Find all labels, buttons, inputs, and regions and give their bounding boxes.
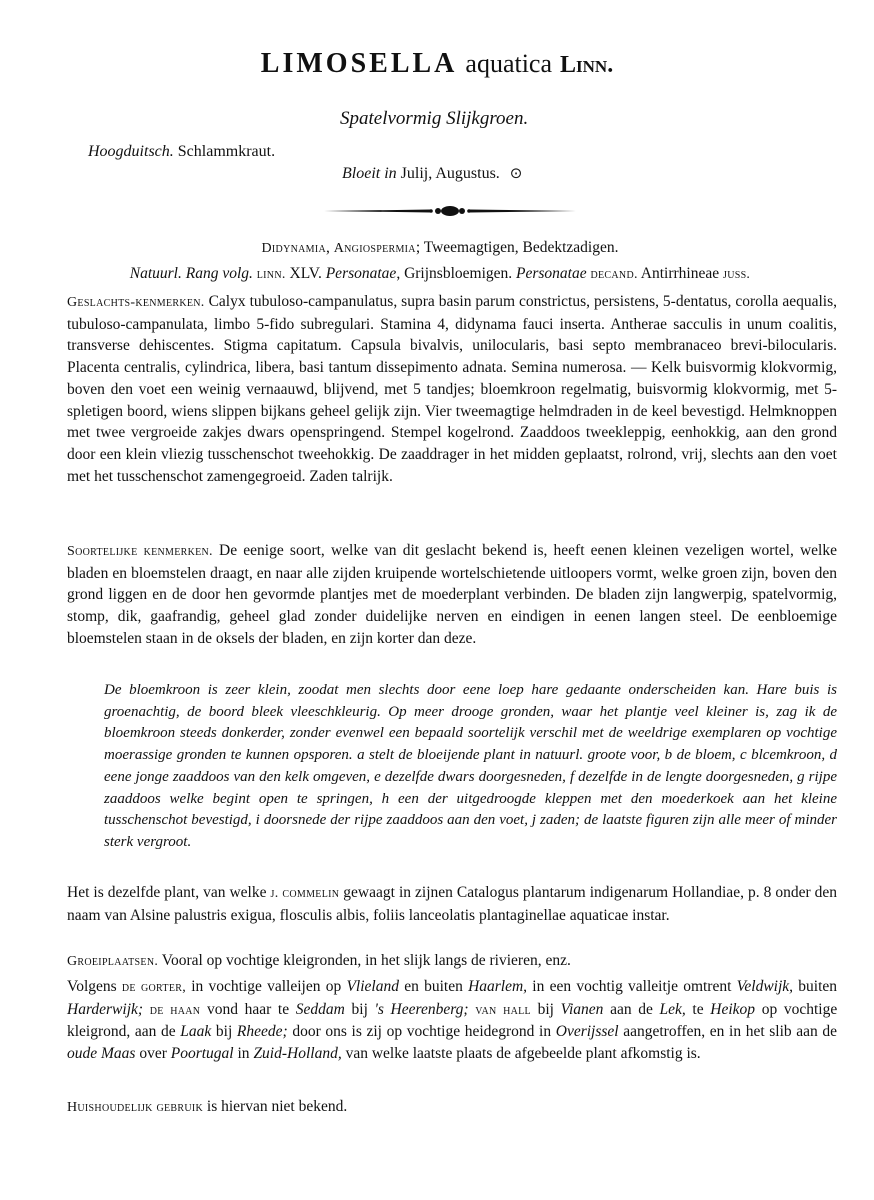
german-name-line xyxy=(88,143,275,161)
decand-abbrev: decand. xyxy=(590,267,638,282)
species-characters-text: De eenige soort, welke van dit geslacht bekend is, heeft eenen kleinen vezeligen wortel, welke bladen en bloemstelen draagt, en naar alle zijden kruipende wortelschietende uitloopers vormt, welke groen zijn, boven den grond liggen en de door hen gevormde plantjes met de moederplant verbinden. De bladen zijn langwerpig, spatelvormig, stomp, dik, gaafrandig, geheel glad zonder duidelijke nerven en eindigen in eenen langen steel. De eenbloemige bloemstelen staan in de oksels der bladen, en zijn korter dan deze. xyxy=(67,542,837,647)
natural-rank-label: Natuurl. Rang volg. xyxy=(129,265,253,282)
annual-symbol-icon: ⊙ xyxy=(509,164,523,182)
loc-text: op vochtige kleigrond, aan de xyxy=(67,1000,838,1041)
tribe-name: Antirrhineae xyxy=(640,265,720,282)
linn-abbrev: linn. xyxy=(256,267,286,282)
loc-text: Volgens xyxy=(67,978,117,995)
bloom-months: Julij, Augustus. xyxy=(400,165,500,182)
linnaean-order: Angiospermia xyxy=(333,241,416,256)
loc-text: in een vochtig valleitje omtrent xyxy=(532,978,732,995)
place-name: Lek, xyxy=(659,1000,686,1018)
commelin-text: gewaagt in zijnen Catalogus plantarum indigenarum Hollandiae, p. 8 onder den naam van Alsine palustris exigua, flosculis albis, foliis lanceolatis plantaginellae aquaticae instar. xyxy=(67,884,838,924)
page-title xyxy=(0,48,874,80)
loc-text: door ons is zij op vochtige heidegrond in xyxy=(292,1023,552,1041)
classification-line-1: Didynamia, Angiospermia; Tweemagtigen, Bedektzadigen. xyxy=(261,239,619,256)
genus-name: LIMOSELLA xyxy=(260,48,458,79)
commelin-paragraph xyxy=(67,882,837,926)
household-use-paragraph xyxy=(67,1096,837,1119)
species-characters-paragraph xyxy=(67,540,837,650)
place-name: Laak xyxy=(180,1023,212,1041)
household-use-label: Huishoudelijk gebruik xyxy=(67,1100,204,1115)
genus-characters-text: Calyx tubuloso-campanulatus, supra basin parum constrictus, persistens, 5-dentatus, corolla aequalis, tubuloso-campanulata, limbo 5-fido subregulari. Stamina 4, didynama fauci inserta. Antherae sacculis in unum coalitis, transverse dehiscentes. Stigma capitatum. Capsula bivalvis, unilocularis, basi septo membranaceo brevi-bilocularis. Placenta centralis, cylindrica, libera, basi tantum dissepimento adnata. Semina numerosa. — Kelk buisvormig klokvormig, boven den voet een weinig vernaauwd, blijvend, met 5 tandjes; bloemkroon regelmatig, buisvormig klokvormig, met 5-spletigen boord, wiens slippen bijkans geheel gelijk zijn. Vier tweemagtige helmdraden in de keel bevestigd. Helmknoppen met twee vergroeide zakjes dwars openspringend. Stempel kogelrond. Zaaddoos tweekleppig, eenhokkig, aan den grond door een klein vliezig tusschenschot tweehokkig. De zaaddrager in het midden geplaatst, rolrond, vrij, slechts aan den voet met het tusschenschot zamengegroeid. Zaden talrijk. xyxy=(67,293,837,485)
author-de-gorter: de gorter, xyxy=(121,980,186,995)
household-use-text: is hiervan niet bekend. xyxy=(206,1098,348,1115)
habitat-text: Vooral op vochtige kleigronden, in het slijk langs de rivieren, enz. xyxy=(161,952,571,969)
author-de-haan: de haan xyxy=(149,1002,201,1018)
german-name: Schlammkraut. xyxy=(177,143,276,160)
linnaean-class: Didynamia xyxy=(261,241,326,256)
commelin-intro: Het is dezelfde plant, van welke xyxy=(67,884,267,901)
classification-line-2: Natuurl. Rang volg. linn. XLV. Personatae, Grijnsbloemigen. Personatae decand. Antirrhineae juss. xyxy=(129,265,751,282)
loc-text: over xyxy=(139,1045,167,1063)
bloom-label: Bloeit in xyxy=(342,165,397,182)
place-name: Harderwijk; xyxy=(67,1000,144,1018)
species-name: aquatica xyxy=(465,49,553,78)
german-label: Hoogduitsch. xyxy=(88,143,174,160)
place-name: Seddam xyxy=(295,1000,345,1018)
figure-description-note xyxy=(104,680,837,854)
loc-text: buiten xyxy=(798,978,838,995)
ornament-divider xyxy=(320,202,580,220)
loc-text: bij xyxy=(351,1000,368,1018)
place-name: Poortugal xyxy=(170,1045,234,1063)
loc-text: aangetroffen, en in het slib aan de xyxy=(623,1023,838,1041)
family-dutch: Grijnsbloemigen. xyxy=(404,265,513,282)
loc-text: aan de xyxy=(610,1000,653,1018)
place-name: Rheede; xyxy=(236,1023,288,1041)
place-name: Veldwijk, xyxy=(736,978,794,995)
species-characters-label: Soortelijke kenmerken. xyxy=(67,544,213,559)
place-name: Overijssel xyxy=(555,1023,619,1041)
place-name: oude Maas xyxy=(67,1045,136,1063)
loc-text: vond haar te xyxy=(206,1000,290,1018)
place-name: 's Heerenberg; xyxy=(374,1000,469,1018)
genus-characters-paragraph xyxy=(67,291,837,487)
habitat-label: Groeiplaatsen. xyxy=(67,954,159,969)
family-name-decand: Personatae xyxy=(516,265,587,282)
genus-characters-label: Geslachts-kenmerken. xyxy=(67,295,205,310)
loc-text: in xyxy=(237,1045,250,1063)
place-name: Vlieland xyxy=(346,978,399,995)
family-name: Personatae xyxy=(325,265,397,282)
place-name: Vianen xyxy=(560,1000,604,1018)
habitat-paragraph xyxy=(67,950,837,973)
loc-text: in vochtige valleijen op xyxy=(191,978,342,995)
place-name: Zuid-Holland, xyxy=(253,1045,342,1063)
author-commelin: j. commelin xyxy=(270,886,340,901)
figure-description-text: De bloemkroon is zeer klein, zoodat men slechts door eene loep hare gedaante onderscheiden kan. Hare buis is groenachtig, de boord bleek vleeschkleurig. Op meer drooge gronden, waar het plantje veel kleiner is, zag ik de bloemkroon steeds donkerder, zonder evenwel een bepaald soortelijk verschil met de weeldrige exemplaren op vochtige moerassige gronden te kunnen opsporen. a stelt de bloeijende plant in natuurl. groote voor, b de bloem, c blcemkroon, d eene jonge zaaddoos van den kelk omgeven, e dezelfde dwars doorgesneden, f dezelfde in de lengte doorgesneden, g rijpe zaaddoos welke begint open te springen, h een der uitgedroogde kleppen met den moederkoek aan het kleine tusschenschot bevestigd, i doorsnede der rijpe zaaddoos aan den voet, j zaden; de laatste figuren zijn alle meer of minder sterk vergroot. xyxy=(104,682,837,850)
rank-number: XLV. xyxy=(289,265,322,282)
class-order-dutch: Tweemagtigen, Bedektzadigen. xyxy=(423,239,619,256)
loc-text: en buiten xyxy=(404,978,463,995)
locations-paragraph xyxy=(67,976,837,1065)
place-name: Haarlem, xyxy=(468,978,528,995)
loc-text: bij xyxy=(215,1023,233,1041)
loc-text: van welke laatste plaats de afgebeelde plant afkomstig is. xyxy=(345,1045,701,1063)
dutch-name: Spatelvormig Slijkgroen. xyxy=(340,108,529,129)
loc-text: te xyxy=(692,1000,704,1018)
author-abbrev: Linn. xyxy=(560,52,614,78)
juss-abbrev: juss. xyxy=(723,267,751,282)
place-name: Heikop xyxy=(710,1000,756,1018)
author-van-hall: van hall xyxy=(475,1002,531,1018)
loc-text: bij xyxy=(537,1000,554,1018)
bloom-line xyxy=(342,164,522,183)
